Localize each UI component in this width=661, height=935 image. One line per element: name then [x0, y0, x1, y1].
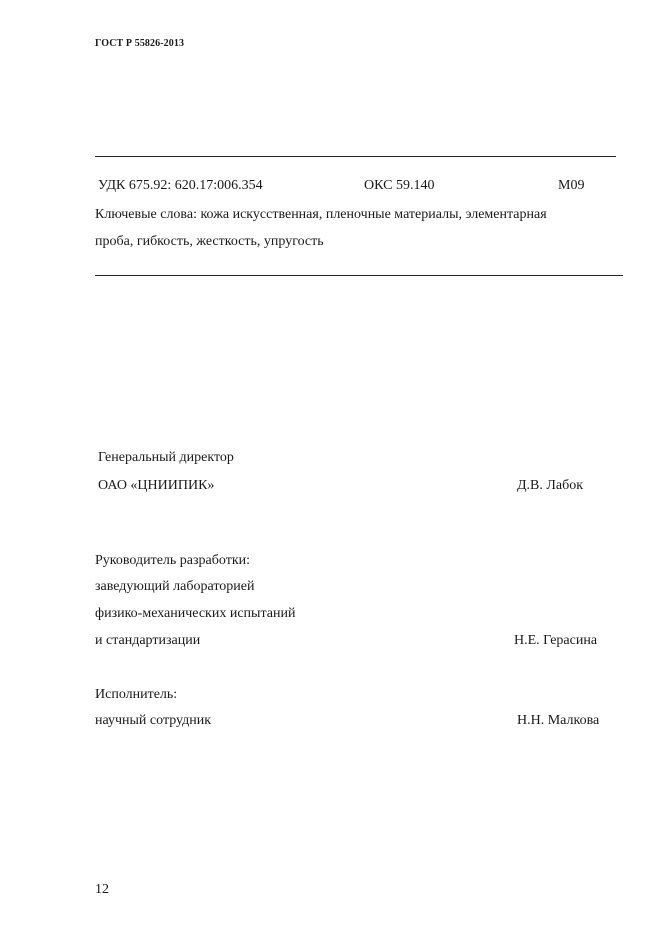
executor-title-line-1: Исполнитель:: [95, 687, 178, 702]
bottom-divider: [95, 275, 623, 276]
director-name: Д.В. Лабок: [517, 478, 584, 493]
top-divider: [95, 156, 616, 157]
head-title-line-1: Руководитель разработки:: [95, 553, 251, 568]
page-number: 12: [95, 882, 109, 897]
head-title-line-2: заведующий лабораторией: [95, 579, 255, 594]
head-name: Н.Е. Герасина: [514, 633, 598, 648]
head-title-line-4: и стандартизации: [95, 633, 201, 648]
executor-name: Н.Н. Малкова: [517, 713, 600, 728]
udc-code: УДК 675.92: 620.17:006.354: [98, 178, 263, 193]
standard-number: ГОСТ Р 55826-2013: [95, 38, 185, 49]
oks-code: ОКС 59.140: [364, 178, 435, 193]
executor-title-line-2: научный сотрудник: [95, 713, 212, 728]
director-organization: ОАО «ЦНИИПИК»: [98, 478, 215, 493]
director-title: Генеральный директор: [98, 450, 234, 465]
classification-code: М09: [558, 178, 585, 193]
keywords-line-2: проба, гибкость, жесткость, упругость: [95, 234, 324, 249]
head-title-line-3: физико-механических испытаний: [95, 606, 296, 621]
keywords-line-1: Ключевые слова: кожа искусственная, пленочные материалы, элементарная: [95, 207, 547, 222]
